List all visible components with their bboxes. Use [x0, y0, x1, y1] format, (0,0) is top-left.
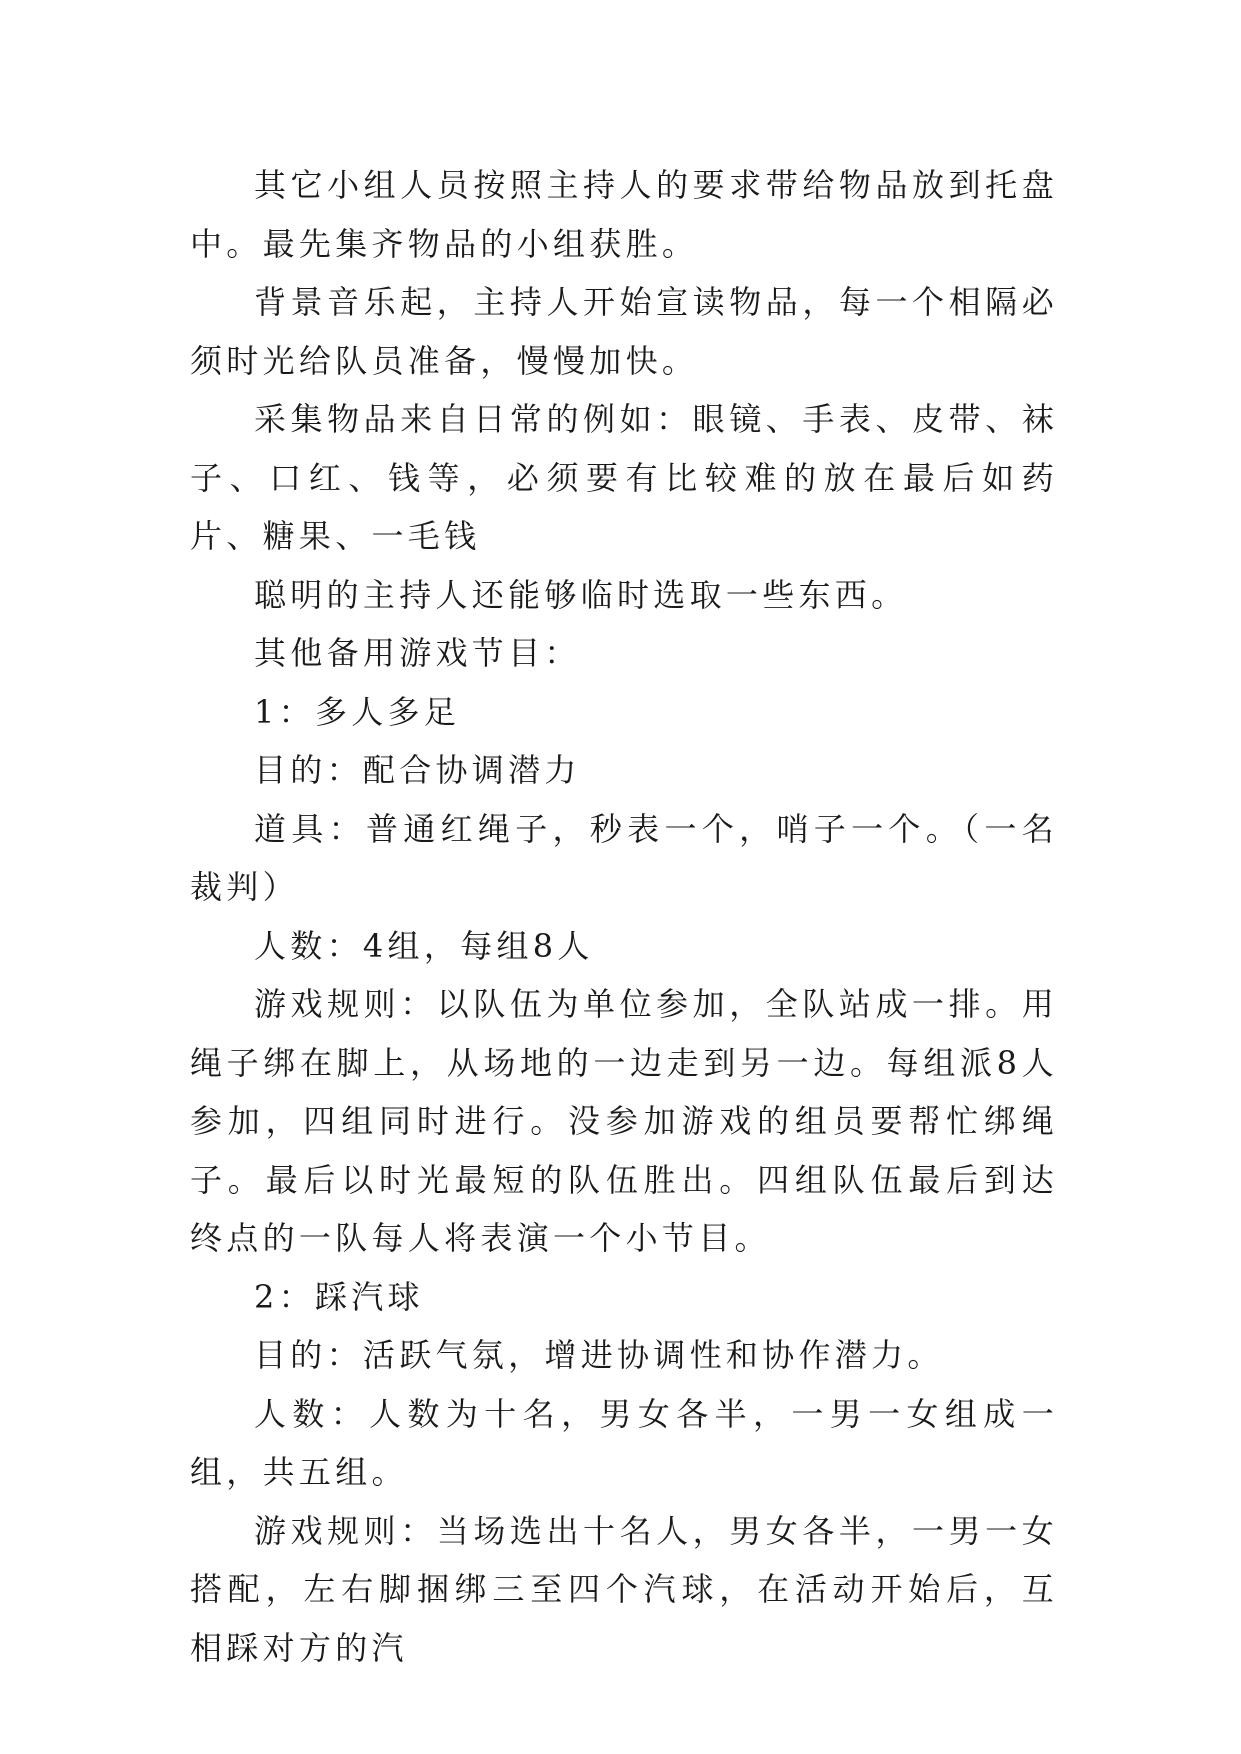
document-body	[190, 156, 1058, 1677]
paragraph: 聪明的主持人还能够临时选取一些东西。	[254, 575, 908, 614]
paragraph: 人数：人数为十名，男女各半，一男一女组成一组，共五组。	[190, 1394, 1058, 1491]
paragraph: 游戏规则：以队伍为单位参加，全队站成一排。用绳子绑在脚上，从场地的一边走到另一边。每组派8人参加，四组同时进行。没参加游戏的组员要帮忙绑绳子。最后以时光最短的队伍胜出。四组队伍最后到达终点的一队每人将表演一个小节目。	[190, 985, 1058, 1257]
paragraph: 其他备用游戏节目：	[254, 634, 581, 672]
paragraph: 采集物品来自日常的例如：眼镜、手表、皮带、袜子、口红、钱等，必须要有比较难的放在最后如药片、糖果、一毛钱	[190, 400, 1058, 555]
paragraph: 其它小组人员按照主持人的要求带给物品放到托盘中。最先集齐物品的小组获胜。	[190, 166, 1058, 263]
section-heading: 2：踩汽球	[254, 1277, 424, 1316]
paragraph: 背景音乐起，主持人开始宣读物品，每一个相隔必须时光给队员准备，慢慢加快。	[190, 283, 1058, 380]
paragraph: 人数：4组，每组8人	[254, 926, 594, 965]
paragraph: 目的：活跃气氛，增进协调性和协作潜力。	[254, 1336, 944, 1374]
paragraph: 游戏规则：当场选出十名人，男女各半，一男一女搭配，左右脚捆绑三至四个汽球，在活动开始后，互相踩对方的汽	[190, 1511, 1058, 1667]
paragraph: 目的：配合协调潜力	[254, 751, 581, 789]
paragraph: 道具：普通红绳子，秒表一个，哨子一个。（一名裁判）	[190, 809, 1058, 906]
section-heading: 1：多人多足	[254, 692, 461, 731]
